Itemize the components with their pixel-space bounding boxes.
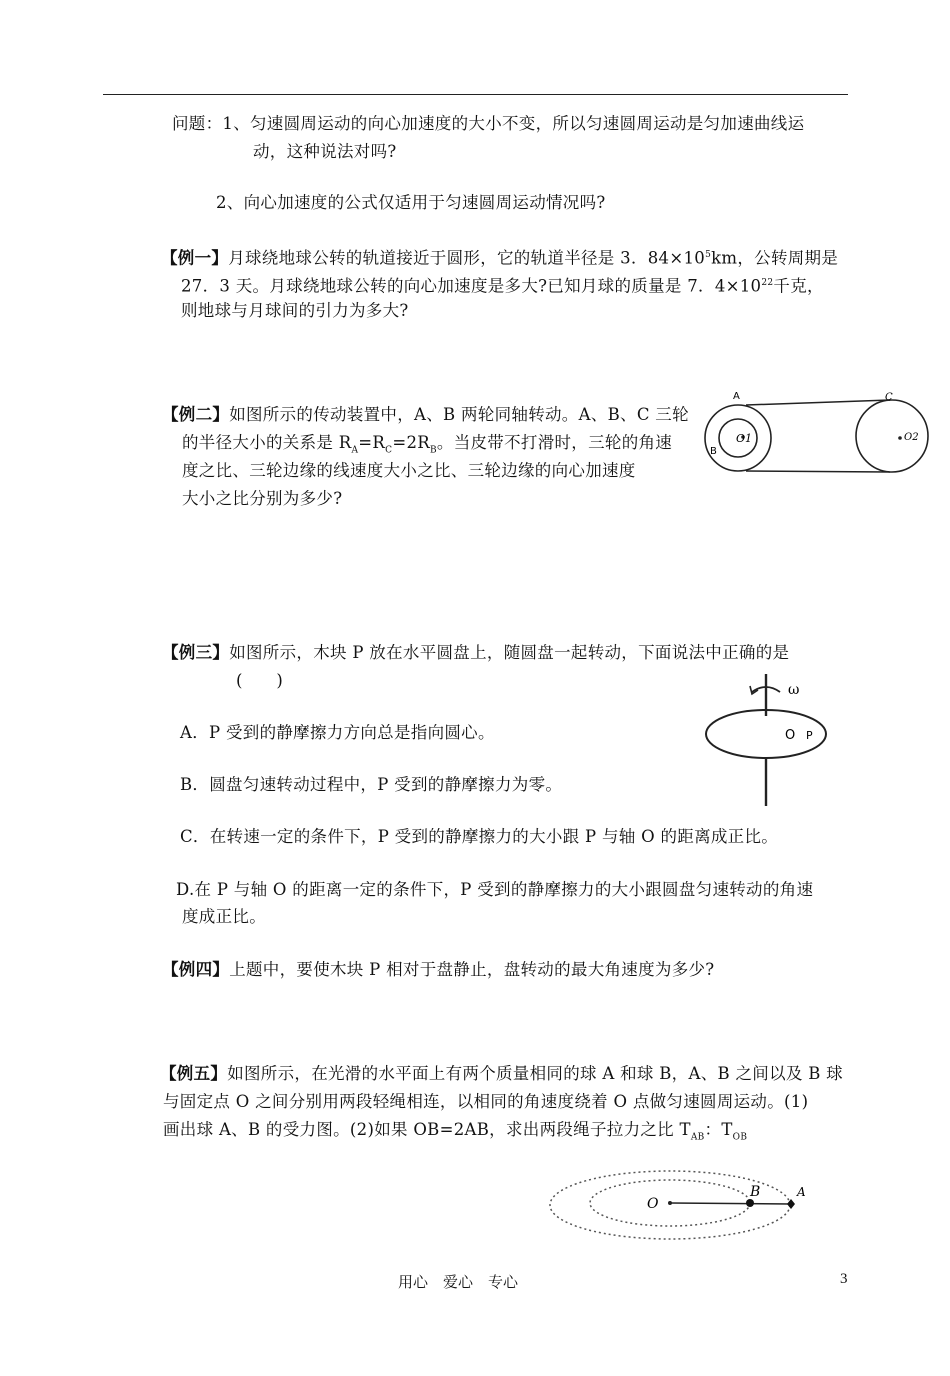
example-1-label: 【例一】: [161, 248, 229, 268]
example-2-label: 【例二】: [162, 405, 230, 424]
answer-parentheses: ( ): [236, 671, 284, 690]
example-2-line2-eq1: =R: [358, 433, 386, 452]
belt-top: [746, 400, 890, 405]
example-1-line1: [161, 244, 838, 270]
option-a: A．P 受到的静摩擦力方向总是指向圆心。: [180, 723, 495, 742]
p-label: P: [806, 729, 813, 742]
example-1-exponent-1: 5: [705, 250, 712, 260]
example-1-line2-tail: 千克，: [773, 276, 824, 296]
example-1-line1-tail: km，公转周期是: [711, 248, 839, 268]
example-5-label: 【例五】: [160, 1064, 228, 1083]
orbit-figure: [545, 1166, 815, 1246]
axis-o2: [898, 436, 902, 440]
example-4-label: 【例四】: [162, 960, 230, 979]
example-2-line2-tail: 。当皮带不打滑时，三轮的角速: [436, 433, 673, 452]
footer-motto: 用心 爱心 专心: [398, 1273, 519, 1291]
subscript-ab: AB: [690, 1132, 705, 1143]
subscript-a: A: [351, 445, 359, 456]
example-2-line4: 大小之比分别为多少?: [182, 489, 343, 508]
subscript-c: C: [385, 445, 393, 456]
example-5-line3-text: 画出球 A、B 的受力图。(2)如果 OB=2AB，求出两段绳子拉力之比 T: [163, 1120, 691, 1139]
question-2: 2、向心加速度的公式仅适用于匀速圆周运动情况吗?: [216, 193, 606, 212]
example-3-label: 【例三】: [162, 643, 230, 662]
rope: [670, 1203, 791, 1204]
option-d-line1: D.在 P 与轴 O 的距离一定的条件下，P 受到的静摩擦力的大小跟圆盘匀速转动的角速: [176, 880, 814, 899]
label-a: A: [797, 1185, 806, 1199]
omega-label: ω: [788, 682, 800, 698]
example-5-line3-ratio: ：T: [704, 1120, 733, 1139]
example-1-exponent-2: 22: [761, 278, 774, 288]
example-2-line2-text: 的半径大小的关系是 R: [182, 433, 352, 452]
header-rule: [103, 94, 848, 95]
example-2-line3: 度之比、三轮边缘的线速度大小之比、三轮边缘的向心加速度: [182, 461, 636, 480]
example-1-line2-text: 27．3 天。月球绕地球公转的向心加速度是多大?已知月球的质量是 7．4×10: [181, 276, 762, 296]
question-1-line1: 问题：1、匀速圆周运动的向心加速度的大小不变，所以匀速圆周运动是匀加速曲线运: [172, 114, 805, 133]
label-c: C: [885, 392, 893, 403]
example-2-line2: [182, 432, 672, 461]
example-3-line1-text: 如图所示，木块 P 放在水平圆盘上，随圆盘一起转动，下面说法中正确的是: [229, 643, 790, 662]
ball-a: [787, 1199, 795, 1209]
example-2-line1: [162, 404, 689, 426]
example-3-line1: [162, 642, 789, 664]
subscript-b: B: [429, 445, 437, 456]
o-label: O: [785, 728, 796, 743]
example-5-line1: [160, 1063, 843, 1085]
ball-b: [746, 1199, 754, 1207]
label-a: A: [733, 391, 740, 402]
example-4-line1-text: 上题中，要使木块 P 相对于盘静止，盘转动的最大角速度为多少?: [229, 960, 715, 979]
example-1-line1-text: 月球绕地球公转的轨道接近于圆形，它的轨道半径是 3．84×10: [228, 248, 706, 268]
option-d-line2: 度成正比。: [182, 907, 266, 926]
example-1-line2: [181, 272, 824, 298]
label-o: O: [647, 1196, 659, 1212]
page-number: 3: [840, 1271, 848, 1287]
rotating-disk-figure: [700, 672, 840, 808]
label-o1: O1: [736, 432, 753, 445]
question-1-line2: 动，这种说法对吗?: [253, 142, 397, 161]
example-5-line2: 与固定点 O 之间分别用两段轻绳相连，以相同的角速度绕着 O 点做匀速圆周运动。(1): [163, 1092, 809, 1111]
belt-bottom: [746, 471, 890, 472]
label-b: B: [750, 1184, 761, 1200]
label-b: B: [710, 446, 717, 457]
example-5-line1-text: 如图所示，在光滑的水平面上有两个质量相同的球 A 和球 B，A、B 之间以及 B 球: [227, 1064, 843, 1083]
subscript-ob: OB: [732, 1132, 748, 1143]
example-1-line3: 则地球与月球间的引力为多大?: [181, 301, 409, 320]
belt-drive-figure: [700, 386, 930, 486]
label-o2: O2: [904, 432, 919, 443]
example-5-line3: [163, 1119, 747, 1148]
option-c: C．在转速一定的条件下，P 受到的静摩擦力的大小跟 P 与轴 O 的距离成正比。: [180, 827, 779, 846]
example-4-line1: [162, 959, 714, 981]
example-2-line2-eq2: =2R: [392, 433, 430, 452]
option-b: B．圆盘匀速转动过程中，P 受到的静摩擦力为零。: [180, 775, 563, 794]
example-2-line1-text: 如图所示的传动装置中，A、B 两轮同轴转动。A、B、C 三轮: [229, 405, 689, 424]
